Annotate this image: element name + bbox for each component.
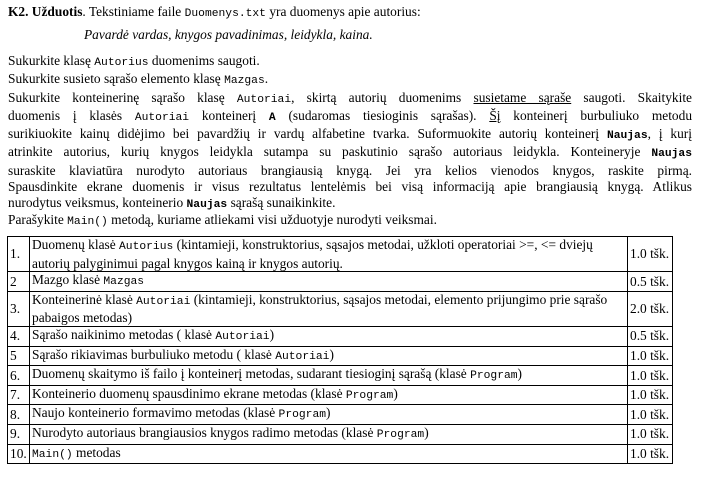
row-number: 3.	[8, 291, 30, 326]
para-line-6	[8, 144, 692, 162]
row-description	[30, 237, 628, 272]
table-row	[8, 385, 673, 405]
table-row	[8, 366, 673, 386]
text: Sąrašo naikinimo metodas ( klasė	[32, 326, 216, 342]
task-fields: Pavardė vardas, knygos pavadinimas, leidykla, kaina.	[84, 27, 373, 42]
row-description	[30, 291, 628, 326]
row-points: 0.5 tšk.	[628, 326, 673, 346]
row-number: 7.	[8, 385, 30, 405]
table-row	[8, 326, 673, 346]
code: Program	[345, 389, 394, 402]
text: , į kurį	[647, 126, 692, 142]
row-points: 2.0 tšk.	[628, 291, 673, 326]
text: (kintamieji, konstruktorius, sąsajos metodai, užkloti operatoriai >=, <= dviejų autorių palyginimui pagal knygos kainą ir knygos autorių.	[32, 237, 593, 271]
row-points: 1.0 tšk.	[628, 346, 673, 366]
text: atrinkite autorius, kurių knygos leidykla sutampa su paskutinio sąrašo autoriaus leidykla. Konteineryje	[8, 144, 652, 160]
para-line-9	[8, 195, 692, 213]
row-number: 1.	[8, 237, 30, 272]
row-number: 6.	[8, 366, 30, 386]
code: Main()	[67, 216, 108, 228]
row-description	[30, 385, 628, 405]
row-number: 10.	[8, 444, 30, 464]
row-points: 1.0 tšk.	[628, 366, 673, 386]
text: )	[517, 366, 523, 382]
code: Autoriai	[236, 93, 292, 106]
text: Mazgo klasė	[32, 272, 104, 288]
code: Autoriai	[134, 111, 190, 124]
text: Duomenų klasė	[32, 237, 120, 252]
row-points: 1.0 tšk.	[628, 424, 673, 444]
code: Program	[376, 428, 425, 441]
row-points: 0.5 tšk.	[628, 272, 673, 292]
text: Sukurkite konteinerinę sąrašo klasę	[8, 89, 237, 105]
text: Duomenų skaitymo iš failo į konteinerį metodas, sudarant tiesioginį sąrašą (klasė	[32, 366, 471, 382]
bold-code: Naujas	[186, 199, 228, 212]
code: Program	[278, 409, 327, 422]
text: Sukurkite susieto sąrašo elemento klasę	[8, 71, 225, 87]
row-description	[30, 346, 628, 366]
table-row	[8, 237, 673, 272]
text: )	[424, 424, 429, 440]
code: Autorius	[119, 241, 174, 253]
para-line-8	[8, 179, 692, 195]
task-intro: . Tekstiniame faile	[82, 4, 185, 19]
para-line-7	[8, 163, 692, 179]
code: Autoriai	[275, 350, 330, 363]
row-description	[30, 366, 628, 386]
para-line-3	[8, 90, 692, 108]
text: , skirtą autorių duomenims	[291, 89, 474, 105]
text: Konteinerinė klasė	[32, 291, 137, 307]
bold-code: Naujas	[651, 148, 692, 161]
text: duomenis į klasės	[8, 107, 135, 123]
text: Parašykite	[8, 212, 68, 227]
task-paragraph	[8, 53, 692, 214]
task-header	[8, 4, 698, 22]
code: Mazgas	[224, 75, 265, 88]
row-number: 5	[8, 346, 30, 366]
table-row	[8, 444, 673, 464]
row-points: 1.0 tšk.	[628, 405, 673, 425]
row-number: 9.	[8, 424, 30, 444]
text: Konteinerio duomenų spausdinimo ekrane metodas (klasė	[32, 385, 346, 401]
text: nurodytus veiksmus, konteinerio	[8, 195, 187, 211]
task-intro-end: yra duomenys apie autorius:	[265, 4, 421, 19]
text: surikiuokite kainų didėjimo bei pavardžių ir vardų alfabetine tvarka. Suformuokite autorių konteinerį	[8, 126, 607, 142]
para-line-10	[8, 212, 437, 230]
code: Autorius	[94, 57, 149, 69]
table-row	[8, 272, 673, 292]
text: konteinerį	[189, 107, 269, 123]
row-description	[30, 405, 628, 425]
row-description	[30, 444, 628, 464]
text: Spausdinkite ekrane duomenis ir visus rezultatus lentelėmis bei visą informaciją apie brangiausią knygą. Atlikus	[8, 179, 692, 195]
text: duomenims saugoti.	[148, 53, 260, 68]
text: )	[393, 385, 398, 401]
text: Sukurkite klasę	[8, 53, 95, 68]
text: .	[264, 71, 269, 87]
row-description	[30, 326, 628, 346]
underlined-text: susietame sąraše	[473, 89, 572, 105]
table-row	[8, 346, 673, 366]
code: Autoriai	[215, 330, 270, 343]
para-line-4	[8, 108, 692, 126]
grading-table	[7, 236, 673, 464]
task-label: K2. Užduotis	[8, 4, 83, 19]
text: )	[269, 326, 275, 342]
text: (kintamieji, konstruktorius, sąsajos metodai, elemento prijungimo prie sąrašo pabaigos metodas)	[32, 291, 608, 326]
para-line-5	[8, 126, 692, 144]
code: Program	[470, 370, 518, 383]
text: suraskite klaviatūra nurodyto autoriaus brangiausią knygą. Jei yra kelios vienodos knygos, raskite pirmą.	[8, 162, 692, 178]
para-line-2	[8, 71, 692, 89]
row-description	[30, 272, 628, 292]
table-row	[8, 405, 673, 425]
text: )	[326, 405, 331, 421]
underlined-text: Šį	[489, 107, 501, 123]
row-number: 4.	[8, 326, 30, 346]
text: metodas	[72, 444, 121, 460]
code: Main()	[32, 448, 73, 461]
text: sąrašą sunaikinkite.	[227, 195, 336, 211]
text: Nurodyto autoriaus brangiausios knygos radimo metodas (klasė	[32, 424, 377, 440]
text: (sudaromas tiesioginis sąrašas).	[275, 107, 490, 123]
text: konteinerį burbuliuko metodu	[500, 107, 693, 123]
task-file: Duomenys.txt	[184, 8, 266, 20]
row-description	[30, 424, 628, 444]
text: )	[329, 346, 334, 362]
row-number: 2	[8, 272, 30, 292]
text: metodą, kuriame atliekami visi užduotyje nurodyti veiksmai.	[107, 212, 437, 227]
row-points: 1.0 tšk.	[628, 444, 673, 464]
code: Mazgas	[103, 276, 145, 289]
row-points: 1.0 tšk.	[628, 385, 673, 405]
para-line-1	[8, 53, 692, 71]
text: Naujo konteinerio formavimo metodas (klasė	[32, 405, 279, 421]
code: Autoriai	[136, 295, 191, 308]
bold-code: A	[268, 111, 276, 124]
table-row	[8, 424, 673, 444]
table-row	[8, 291, 673, 326]
text: Sąrašo rikiavimas burbuliuko metodu ( klasė	[32, 346, 276, 362]
row-points: 1.0 tšk.	[628, 237, 673, 272]
row-number: 8.	[8, 405, 30, 425]
text: saugoti. Skaitykite	[571, 89, 692, 105]
bold-code: Naujas	[606, 130, 648, 143]
